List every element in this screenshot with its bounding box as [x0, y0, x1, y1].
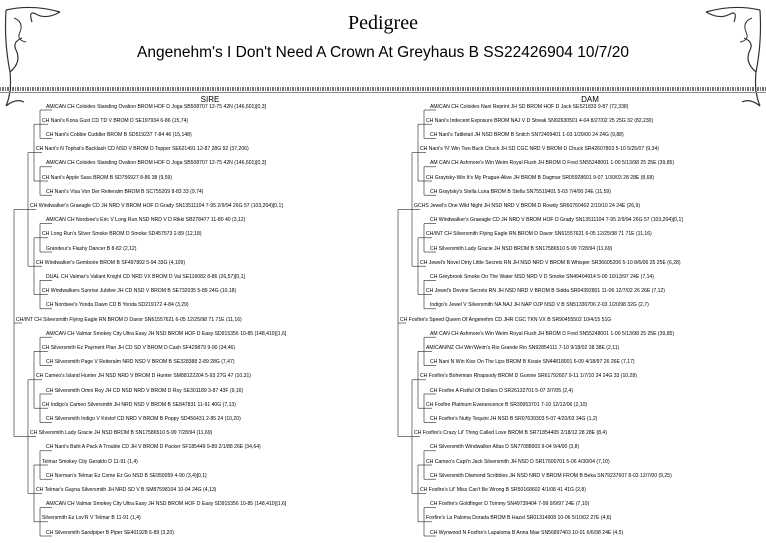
dam-gen5-entry: AM/CAN CH Colsidex Nani Reprint JH SD BROM HOF D Jack SE521833 9-87 (72,338) [430, 103, 629, 110]
sire-gen4-entry: CH Nani's Kona Gust CD TD V BROM D SE197934 6-86 (15,74) [42, 117, 189, 124]
dam-gen5-entry: CH Foxfire's Nutty Tequini JH NSD B SR07639303 5-07 4/20/03 34G (1,2) [430, 415, 598, 422]
sire-gen5-entry: CH Silversmith Omni Roy JH CD NSD NRD V BROM D Roy SE301189 3-87 43F (9,16) [46, 387, 244, 394]
dam-gen5-entry: CH Greybrook Smoke On The Water NSD NRD V D Smoke SN49404914 5-00 10/13/97 24E (7,14) [430, 273, 654, 280]
sire-gen3-entry: CH Windwalker's Gemborie BROM B SF497892 5-94 33G (4,109) [36, 259, 186, 266]
page-title: Pedigree [348, 12, 418, 34]
sire-gen5-entry: CH Nani's Cobbie Cuddler BROM B SD519237 7-84 46 (15,148) [46, 131, 192, 138]
dam-gen3-entry: CH Nani's 'N' Win Two Buck Chuck JH SD CGC NRD V BROM D Chuck SR42607803 5-10 5/25/07 (9,34) [420, 146, 659, 153]
sire-gen3-entry: CH Cameo's Island Hunter JH NSD NRD V BROM D Hunter SM88122204 5-93 27G 47 (10,31) [36, 373, 251, 380]
sire-gen5-entry: CH Silversmith Sandpiper B Piper SE401928 6-89 (3,20) [46, 529, 174, 536]
dam-gen5-entry: AM CAN CH Ashmore's Win Weim Royal Flush JH BROM D Fred SN55248001 1-00 5/13/98 25 25E (39,85) [430, 160, 675, 167]
sire-gen5-entry: CH Silversmith Indigo V Kristof CD NRD V BROM B Poppy SD456431 2-85 24 (10,20) [46, 415, 241, 422]
sire-gen5-entry: Grandeur's Flashy Dancer B 8-82 (2,12) [46, 245, 137, 252]
sire-gen5-entry: AM/CAN CH Colsidex Standing Ovation BROM HOF D Joga SB508707 12-75 42N (146,601)[0,3] [46, 103, 266, 110]
sire-gen5-entry: AM/CAN CH Nordsee's Eric V Long Run NSD NRD V D Rikki SB278477 11-80 40 (3,12) [46, 217, 246, 224]
dam-gen5-entry: CH Nani's Tattletail JH NSD BROM B Snitch SN72409401 1-03 1/29/00 24 24G (9,88) [430, 131, 624, 138]
sire-gen5-entry: AM/CAN CH Valmar Smokey City Ultra Easy JH NSD BROM HOF D Easy SD915356 10-85 (148,410)[1,6] [46, 501, 287, 508]
dog-name-subtitle: Angenehm's I Don't Need A Crown At Greyhaus B SS22426904 10/7/20 [137, 44, 629, 61]
dam-gen2-entry: GCHS Jewel's One Wild Night JH NSD NRD V BROM D Rowdy SR60760402 2/10/10 24 24E (26,9) [414, 202, 641, 209]
sire-gen5-entry: CH Nani's Baht A Pack A Trouble CD JH V BROM D Packer SF185449 9-89 2/1/88 26E (34,64) [46, 444, 261, 451]
sire-gen4-entry: Telmar Smokey City Geraldo D 11-91 (1,4) [42, 458, 138, 465]
dam-gen2-entry: CH Foxfire's Crazy Lil' Thing Called Love BROM B SR71854405 2/18/12 28 28E (8,4) [414, 430, 607, 437]
sire-gen5-entry: CH Nordsee's Yonda Dawn CD B Yonda SD219172 4-84 (3,29) [46, 302, 189, 309]
sire-gen4-entry: CH Nani's Apple Sass BROM B SD756927 8-86 38 (9,59) [42, 174, 173, 181]
dam-gen4-entry: AM/CAN/NZ CH Win'Weim's Rio Grande Rio SN92854111 7-10 9/18/02 38 38E (2,11) [426, 344, 620, 351]
sire-gen4-entry: CH Long Run's Silver Smoke BROM D Smoke SD457573 2-89 (12,18) [42, 231, 202, 238]
sire-gen5-entry: CH Norman's Telmar Ez Come Ez Go NSD B SE950059 4-90 (3,4)[0,1] [46, 472, 207, 479]
dam-gen4-entry: CH Graytsky-Win It's My Prague-Alive JH BROM B Dagmar SR05928601 9-07 1/30/03 28 28E (8,68) [426, 174, 655, 181]
sire-heading: SIRE [200, 95, 220, 104]
sire-gen1-entry: CH/INT CH Silversmith Flying Eagle RN BROM D Davor SN61557621 6-05 12/25/98 71 71E (11,16) [16, 316, 242, 323]
sire-gen3-entry: CH Nani's N Tophat's Backlash CD NSD V BROM D Topper SE621491 12-87 28G 92 (37,206) [36, 146, 249, 153]
dam-gen5-entry: CH Foxfire A Fistful Of Dollars D SR26132701 5-07 3/7/05 (2,4) [430, 387, 573, 394]
dam-gen5-entry: CH Windwalker's Graeagle CD JH NRD V BROM HOF D Grady SN13511104 7-95 2/9/94 26G 57 (103,204)[0,1] [430, 217, 683, 224]
sire-gen2-entry: CH Windwalker's Graeagle CD JH NRD V BROM HOF D Grady SN13511104 7-95 2/9/94 26G 57 (103,204)[0,1] [30, 202, 283, 209]
dam-heading: DAM [581, 95, 599, 104]
sire-gen5-entry: CH Silversmith Page V Reiteralm NRD NSD V BROM B SE328388 2-89 28G (7,47) [46, 359, 235, 366]
dam-gen4-entry: CH Cameo's Capt'n Jack Silversmith JH NSD D SR17600701 5-06 4/30/04 (7,10) [426, 458, 610, 465]
dam-gen5-entry: AM CAN CH Ashmore's Win Weim Royal Flush JH BROM D Fred SN55248001 1-00 5/13/98 25 25E (39,85) [430, 330, 675, 337]
dam-gen1-entry: CH Foxfire's Speed Queen Of Angenehm CD JHR CGC TKN VX B SR90455502 10/4/15 51G [400, 316, 612, 323]
dam-gen3-entry: CH Jewel's Novel Dirty Little Secrets RN JH NSD NRD V BROM B Whisper SR36605206 5-10 8/6/06 25 25E (6,28) [420, 259, 681, 266]
sire-gen5-entry: DUAL CH Valmar's Valiant Knight CD NRD VX BROM D Val SE116082 8-86 (26,57)[0,1] [46, 273, 245, 280]
sire-gen2-entry: CH Silversmith Lady Gracie JH NSD BROM B SN17586510 5-99 7/28/94 (11,69) [30, 430, 213, 437]
dam-gen5-entry: CH Silversmith Lady Gracie JH NSD BROM B SN17586510 5-99 7/28/94 (11,69) [430, 245, 613, 252]
dam-gen3-entry: CH Foxfire's Bohemian Rhapsody BROM D Gunnie SR61792607 9-11 1/7/10 24 24G 33 (10,28) [420, 373, 637, 380]
dam-gen4-entry: CH/INT CH Silversmith Flying Eagle RN BROM D Davor SN61557621 6-05 12/25/98 71 71E (11,16) [426, 231, 652, 238]
sire-gen3-entry: CH Telmar's Gayna Silversmith JH NRD SD V B SM87598104 10-94 24G (4,13) [36, 486, 217, 493]
sire-gen4-entry: CH Indigo's Cameo Silversmith JH NRD NSD V BROM B SE847831 11-91 40G (7,13) [42, 401, 236, 408]
dam-gen5-entry: CH Silversmith Diamond Scribbles JH NSD NRD V BROM FROM B Beka SN79237607 8-03 12/7/00 (9,25) [430, 472, 672, 479]
dam-gen5-entry: CH Silversmith Windwalker Atlas D SN77088903 9-04 9/4/00 (3,8) [430, 444, 580, 451]
dam-gen4-entry: CH Foxfire Platinum Evanescence B SR39953701 7-10 12/12/06 (2,10) [426, 401, 588, 408]
dam-gen5-entry: Indigo's Jewel V Silversmith NA NAJ JH NAP OJP NSD V B SN51330706 2-03 1/20/98 32G (2,7) [430, 302, 649, 309]
dam-gen3-entry: CH Foxfire's Lil' Miss Can't Be Wrong B SR50168602 4/1/08 41 41G (2,8) [420, 486, 586, 493]
dam-gen5-entry: CH Foxfire's Goldfinger D Tommy SN49739404 7-99 9/9/97 24E (7,10) [430, 501, 590, 508]
dam-gen4-entry: CH Jewel's Devine Secrets RN JH NSD NRD V BROM B Sidda SR04392801 11-06 12/7/02 26 26E (7,12) [426, 288, 665, 295]
sire-gen4-entry: CH Windwalkers Sunrise Jubilee JH CD NSD V BROM B SE732035 5-89 24G (10,18) [42, 288, 237, 295]
sire-gen5-entry: AM/CAN CH Valmar Smokey City Ultra Easy JH NSD BROM HOF D Easy SD915356 10-85 (148,410)[1,6] [46, 330, 287, 337]
dam-gen4-entry: Foxfire's La Paloma Dorada BROM B Hazel SR01314908 10-06 5/10/02 27E (4,6) [426, 515, 612, 522]
sire-gen4-entry: CH Silversmith Ez Payment Plan JH CD SD V BROM D Cash SF429879 9-90 (34,46) [42, 344, 236, 351]
sire-gen5-entry: CH Nani's Visa Von Der Reiteralm BROM B SC755209 8-83 33 (9,74) [46, 188, 204, 195]
sire-gen5-entry: AM/CAN CH Colsidex Standing Ovation BROM HOF D Joga SB508707 12-75 42N (146,601)[0,3] [46, 160, 266, 167]
dam-gen4-entry: CH Nani's Indecent Exposure BROM NAJ V D Streak SN92630501 4-04 8/27/02 25 25G 32 (82,230) [426, 117, 654, 124]
dam-gen5-entry: CH Graytsky's Stella Luna BROM B Stella SN75519401 5-03 7/4/00 24E (11,59) [430, 188, 611, 195]
sire-gen4-entry: Silversmith Ez Lov'R V Telmar B 11-91 (1,4) [42, 515, 141, 522]
dam-gen5-entry: CH Nani N Win Kiss On The Lips BROM B Kissie SN44818001 6-00 4/18/97 26 26E (7,17) [430, 359, 635, 366]
dam-gen5-entry: CH Wynwood N Foxfire's Lapaloma B Anna Mae SN56897403 10-01 6/6/98 24E (4,5) [430, 529, 624, 536]
